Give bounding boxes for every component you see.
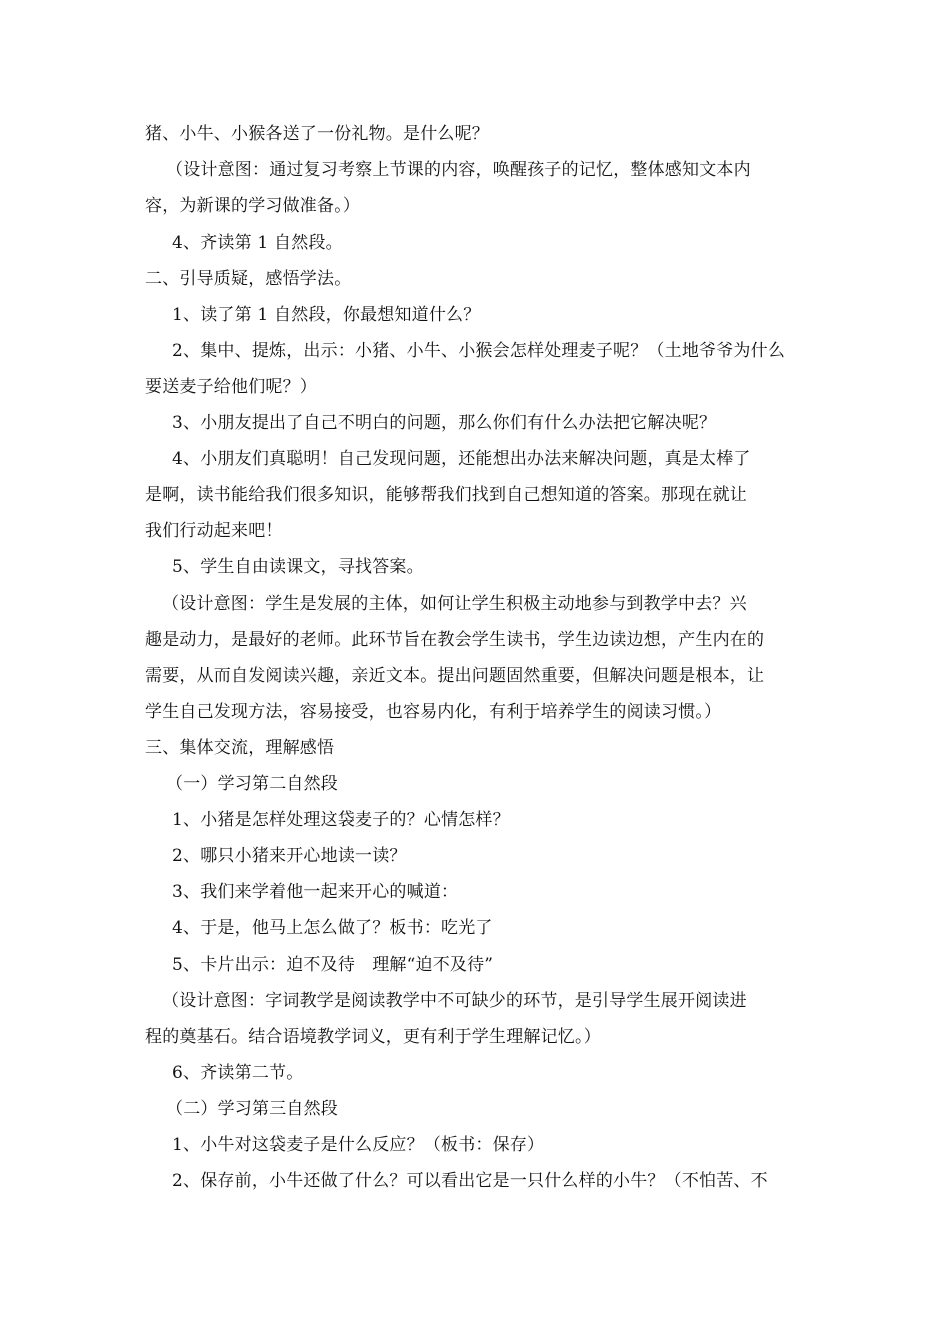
section-heading: 三、集体交流，理解感悟 (145, 738, 335, 758)
list-item: 3、我们来学着他一起来开心的喊道： (172, 882, 459, 902)
list-item: 1、小猪是怎样处理这袋麦子的？心情怎样？ (172, 810, 510, 830)
text-line: 需要，从而自发阅读兴趣，亲近文本。提出问题固然重要，但解决问题是根本，让 (145, 666, 765, 686)
list-item: 4、小朋友们真聪明！自己发现问题，还能想出办法来解决问题，真是太棒了 (172, 449, 751, 469)
list-item: 6、齐读第二节。 (172, 1063, 304, 1083)
subsection-heading: （一）学习第二自然段 (166, 774, 338, 794)
list-item: 2、保存前，小牛还做了什么？可以看出它是一只什么样的小牛？（不怕苦、不 (172, 1171, 768, 1191)
design-note-line: （设计意图：通过复习考察上节课的内容，唤醒孩子的记忆，整体感知文本内 (166, 160, 751, 180)
text-line: 我们行动起来吧！ (145, 521, 283, 541)
section-heading: 二、引导质疑，感悟学法。 (145, 269, 352, 289)
text-line: 趣是动力，是最好的老师。此环节旨在教会学生读书，学生边读边想，产生内在的 (145, 630, 765, 650)
text-line: 猪、小牛、小猴各送了一份礼物。是什么呢？ (145, 124, 489, 144)
list-item: 1、小牛对这袋麦子是什么反应？（板书：保存） (172, 1135, 545, 1155)
list-item: 2、哪只小猪来开心地读一读？ (172, 846, 407, 866)
list-item: 5、学生自由读课文，寻找答案。 (172, 557, 424, 577)
text-line: 容，为新课的学习做准备。） (145, 196, 361, 216)
subsection-heading: （二）学习第三自然段 (166, 1099, 338, 1119)
list-item: 1、读了第 1 自然段，你最想知道什么？ (172, 305, 481, 325)
list-item: 4、齐读第 1 自然段。 (172, 233, 343, 253)
text-line: 要送麦子给他们呢？） (145, 377, 317, 397)
list-item: 3、小朋友提出了自己不明白的问题，那么你们有什么办法把它解决呢？ (172, 413, 717, 433)
text-line: 程的奠基石。结合语境教学词义，更有利于学生理解记忆。） (145, 1027, 601, 1047)
list-item: 4、于是，他马上怎么做了？板书：吃光了 (172, 918, 493, 938)
design-note-line: （设计意图：学生是发展的主体，如何让学生积极主动地参与到教学中去？兴 (162, 594, 747, 614)
text-line: 是啊，读书能给我们很多知识，能够帮我们找到自己想知道的答案。那现在就让 (145, 485, 747, 505)
design-note-line: （设计意图：字词教学是阅读教学中不可缺少的环节，是引导学生展开阅读进 (162, 991, 747, 1011)
text-line: 学生自己发现方法，容易接受，也容易内化，有利于培养学生的阅读习惯。） (145, 702, 722, 722)
list-item: 5、卡片出示：迫不及待 理解“迫不及待” (172, 955, 494, 975)
list-item: 2、集中、提炼，出示：小猪、小牛、小猴会怎样处理麦子呢？（土地爷爷为什么 (172, 341, 786, 361)
